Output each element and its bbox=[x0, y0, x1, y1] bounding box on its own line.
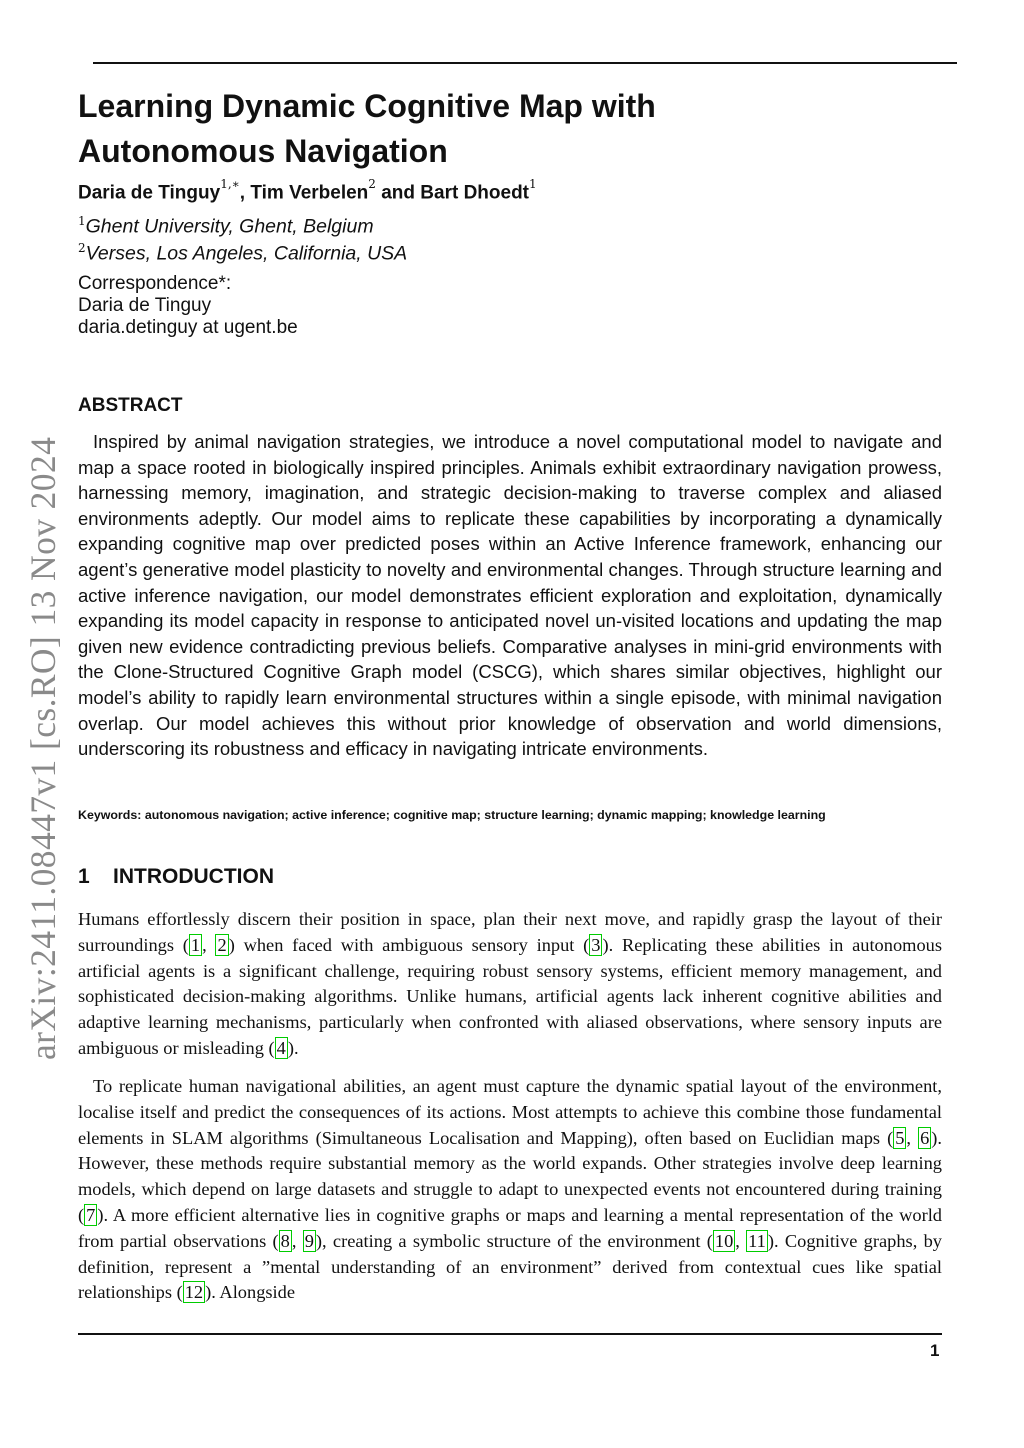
author-name: Tim Verbelen bbox=[250, 182, 369, 204]
affiliation bbox=[78, 241, 407, 266]
citation-link[interactable]: 12 bbox=[184, 1282, 204, 1303]
author-name: Bart Dhoedt bbox=[420, 182, 530, 204]
paragraph-text: , bbox=[202, 934, 216, 955]
author-affiliation-mark: 2 bbox=[368, 177, 376, 191]
affiliation-text: Verses, Los Angeles, California, USA bbox=[85, 242, 408, 265]
intro-paragraph bbox=[78, 907, 942, 1062]
paragraph-text: ). However, these methods require substantial memory as the world expands. Other strategies involve deep learning models, which depend on large datasets and struggle to adapt to unexpected events not encountered during training ( bbox=[78, 1127, 942, 1225]
correspondence-name: Daria de Tinguy bbox=[78, 295, 212, 316]
citation-link[interactable]: 11 bbox=[748, 1230, 766, 1251]
affiliation-text: Ghent University, Ghent, Belgium bbox=[85, 215, 374, 238]
citation-link[interactable]: 10 bbox=[714, 1230, 734, 1251]
author-separator: , bbox=[239, 182, 251, 204]
author-name: Daria de Tinguy bbox=[78, 182, 221, 204]
affiliation-mark: 2 bbox=[78, 241, 86, 255]
page-number: 1 bbox=[930, 1341, 940, 1360]
correspondence-email: daria.detinguy at ugent.be bbox=[78, 317, 298, 338]
author-affiliation-mark: 1,∗ bbox=[220, 177, 240, 191]
paragraph-text: , bbox=[735, 1230, 747, 1251]
correspondence-label: Correspondence*: bbox=[78, 273, 232, 294]
paragraph-text: ). Alongside bbox=[205, 1282, 296, 1303]
paragraph-text: To replicate human navigational abilities, an agent must capture the dynamic spatial layout of the environment, localise itself and predict the consequences of its actions. Most attempts to achieve this combine those fundamental elements in SLAM algorithms (Simultaneous Localisation and Mapping), often based on Euclidian maps ( bbox=[78, 1076, 942, 1148]
citation-link[interactable]: 2 bbox=[217, 934, 227, 955]
intro-paragraph bbox=[78, 1074, 942, 1306]
author-list bbox=[78, 177, 537, 204]
section-number: 1 bbox=[78, 865, 90, 888]
abstract-text: Inspired by animal navigation strategies, we introduce a novel computational model to navigate and map a space rooted in biologically inspired principles. Animals exhibit extraordinary navigation prowess, harnessing memory, imagination, and strategic decision-making to traverse complex and aliased environments adeptly. Our model aims to replicate these capabilities by incorporating a dynamically expanding cognitive map over predicted poses within an Active Inference framework, enhancing our agent’s generative model plasticity to novelty and environmental changes. Through structure learning and active inference navigation, our model demonstrates efficient exploration and exploitation, dynamically expanding its model capacity in response to anticipated novel un-visited locations and updating the map given new evidence contradicting previous beliefs. Comparative analyses in mini-grid environments with the Clone-Structured Cognitive Graph model (CSCG), which shares similar objectives, highlight our model’s ability to rapidly learn environmental structures within a single episode, with minimal navigation overlap. Our model achieves this without prior knowledge of observation and world dimensions, underscoring its robustness and efficacy in navigating intricate environments. bbox=[78, 431, 942, 760]
citation-link[interactable]: 5 bbox=[895, 1127, 905, 1148]
arxiv-identifier-stamp: arXiv:2411.08447v1 [cs.RO] 13 Nov 2024 bbox=[23, 436, 63, 1060]
correspondence-block bbox=[78, 273, 298, 339]
paragraph-text: , bbox=[291, 1230, 303, 1251]
paragraph-text: ), creating a symbolic structure of the environment ( bbox=[315, 1230, 713, 1251]
paragraph-text: ). A more efficient alternative lies in cognitive graphs or maps and learning a mental representation of the world from partial observations ( bbox=[78, 1204, 942, 1251]
paragraph-text: , bbox=[906, 1127, 919, 1148]
keywords-label: Keywords: bbox=[78, 808, 142, 822]
section-title: INTRODUCTION bbox=[113, 865, 274, 888]
citation-link[interactable]: 8 bbox=[280, 1230, 290, 1251]
keywords-line bbox=[78, 808, 826, 822]
paragraph-text: ). Cognitive graphs, by definition, represent a ”mental understanding of an environment” derived from contextual cues like spatial relationships ( bbox=[78, 1230, 942, 1303]
affiliation bbox=[78, 214, 374, 239]
author-affiliation-mark: 1 bbox=[529, 177, 537, 191]
paragraph-text: ). bbox=[287, 1037, 299, 1058]
citation-link[interactable]: 4 bbox=[276, 1037, 286, 1058]
citation-link[interactable]: 1 bbox=[190, 934, 201, 955]
citation-link[interactable]: 6 bbox=[920, 1127, 930, 1148]
paragraph-text: Humans effortlessly discern their position in space, plan their next move, and rapidly grasp the layout of their surroundings ( bbox=[78, 909, 942, 955]
abstract-heading: ABSTRACT bbox=[78, 395, 183, 416]
top-rule bbox=[93, 62, 957, 64]
bottom-rule bbox=[78, 1333, 942, 1335]
citation-link[interactable]: 7 bbox=[86, 1204, 96, 1225]
paper-title: Learning Dynamic Cognitive Map with Autonomous Navigation bbox=[78, 88, 656, 169]
paragraph-text: ). Replicating these abilities in autonomous artificial agents is a significant challenge, requiring robust sensory systems, efficient memory management, and sophisticated decision-making algorithms. Unlike humans, artificial agents lack inherent cognitive abilities and adaptive learning mechanisms, particularly when confronted with aliased observations, where sensory inputs are ambiguous or misleading ( bbox=[78, 934, 942, 1058]
citation-link[interactable]: 9 bbox=[304, 1230, 314, 1251]
author-separator: and bbox=[375, 182, 421, 204]
affiliation-mark: 1 bbox=[78, 214, 86, 228]
paragraph-text: ) when faced with ambiguous sensory input ( bbox=[228, 934, 590, 955]
section-heading bbox=[78, 865, 274, 889]
citation-link[interactable]: 3 bbox=[591, 934, 601, 955]
keywords-text: autonomous navigation; active inference; cognitive map; structure learning; dynamic mapping; knowledge learning bbox=[144, 808, 826, 822]
